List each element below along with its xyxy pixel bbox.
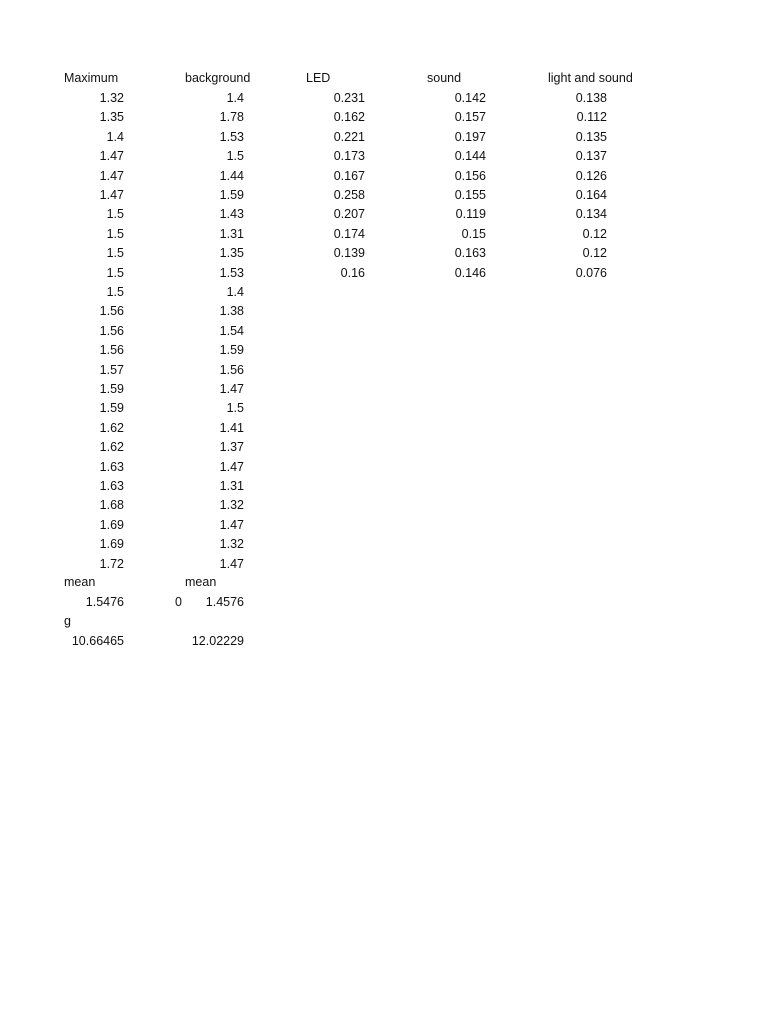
- maximum-cell: 1.72: [99, 556, 124, 571]
- background-cell: 1.47: [219, 459, 244, 474]
- maximum-cell: 1.5: [106, 285, 124, 299]
- led-cell: 0.173: [333, 149, 365, 164]
- sound-cell: 0.119: [455, 207, 486, 222]
- background-cell: 1.37: [219, 440, 244, 455]
- header-light-and-sound: light and sound: [548, 71, 633, 85]
- light-and-sound-cell: 0.137: [575, 149, 607, 164]
- maximum-cell: 1.56: [99, 304, 124, 319]
- background-cell: 1.53: [219, 129, 244, 144]
- light-and-sound-cell: 0.076: [575, 265, 607, 280]
- background-cell: 1.35: [219, 246, 244, 261]
- g-label: g: [64, 614, 71, 628]
- background-cell: 1.31: [219, 226, 244, 241]
- led-cell: 0.258: [333, 188, 365, 202]
- background-cell: 1.5: [226, 149, 244, 164]
- g-value-background: 12.02229: [191, 634, 244, 648]
- background-cell: 1.56: [219, 362, 244, 377]
- background-cell: 1.4: [226, 285, 244, 299]
- mean-label-maximum: mean: [64, 575, 96, 589]
- background-cell: 1.5: [226, 401, 244, 416]
- maximum-cell: 1.68: [99, 498, 124, 513]
- maximum-cell: 1.5: [106, 265, 124, 280]
- light-and-sound-cell: 0.134: [575, 207, 607, 222]
- background-cell: 1.38: [219, 304, 244, 319]
- led-cell: 0.162: [333, 110, 365, 125]
- background-cell: 1.78: [219, 110, 244, 125]
- maximum-cell: 1.47: [99, 168, 124, 183]
- header-background: background: [185, 71, 251, 85]
- light-and-sound-cell: 0.135: [575, 129, 607, 144]
- background-cell: 1.47: [219, 382, 244, 396]
- maximum-cell: 1.4: [106, 129, 124, 144]
- background-cell: 1.59: [219, 343, 244, 358]
- maximum-cell: 1.59: [99, 401, 124, 416]
- background-cell: 1.47: [219, 517, 244, 532]
- sound-cell: 0.163: [454, 246, 486, 261]
- light-and-sound-cell: 0.12: [582, 246, 607, 261]
- maximum-cell: 1.63: [99, 479, 124, 493]
- led-cell: 0.174: [333, 226, 365, 241]
- background-cell: 1.31: [219, 479, 244, 493]
- light-and-sound-cell: 0.126: [575, 168, 607, 183]
- background-cell: 1.59: [219, 188, 244, 202]
- sound-cell: 0.157: [454, 110, 486, 125]
- maximum-cell: 1.5: [106, 207, 124, 222]
- maximum-cell: 1.5: [106, 226, 124, 241]
- maximum-cell: 1.47: [99, 149, 124, 164]
- maximum-cell: 1.35: [99, 110, 124, 125]
- maximum-cell: 1.59: [99, 382, 124, 396]
- background-cell: 1.47: [219, 556, 244, 571]
- light-and-sound-cell: 0.138: [575, 91, 607, 105]
- sound-cell: 0.15: [461, 226, 486, 241]
- sound-cell: 0.197: [454, 129, 486, 144]
- light-and-sound-cell: 0.112: [576, 110, 607, 125]
- maximum-cell: 1.56: [99, 323, 124, 338]
- sound-cell: 0.142: [454, 91, 486, 105]
- maximum-cell: 1.5: [106, 246, 124, 261]
- light-and-sound-cell: 0.12: [582, 226, 607, 241]
- maximum-cell: 1.47: [99, 188, 124, 202]
- mean-label-background: mean: [185, 575, 217, 589]
- background-cell: 1.4: [226, 91, 244, 105]
- maximum-cell: 1.69: [99, 537, 124, 552]
- sound-cell: 0.146: [454, 265, 486, 280]
- maximum-cell: 1.63: [99, 459, 124, 474]
- light-and-sound-cell: 0.164: [575, 188, 607, 202]
- background-cell: 1.41: [219, 420, 244, 435]
- header-led: LED: [306, 71, 331, 85]
- led-cell: 0.16: [340, 265, 365, 280]
- maximum-cell: 1.62: [99, 440, 124, 455]
- maximum-cell: 1.56: [99, 343, 124, 358]
- background-cell: 1.54: [219, 323, 244, 338]
- zero-value: 0: [175, 595, 182, 609]
- background-cell: 1.32: [219, 537, 244, 552]
- led-cell: 0.207: [333, 207, 365, 222]
- g-value-maximum: 10.66465: [71, 634, 124, 648]
- header-sound: sound: [427, 71, 462, 85]
- background-cell: 1.44: [219, 168, 244, 183]
- background-cell: 1.32: [219, 498, 244, 513]
- sound-cell: 0.156: [454, 168, 486, 183]
- led-cell: 0.167: [333, 168, 365, 183]
- maximum-cell: 1.32: [99, 91, 124, 105]
- led-cell: 0.221: [333, 129, 365, 144]
- mean-value-background: 1.4576: [205, 595, 244, 609]
- sound-cell: 0.144: [454, 149, 486, 164]
- header-maximum: Maximum: [64, 71, 119, 85]
- maximum-cell: 1.62: [99, 420, 124, 435]
- maximum-cell: 1.57: [99, 362, 124, 377]
- background-cell: 1.53: [219, 265, 244, 280]
- mean-value-maximum: 1.5476: [85, 595, 124, 609]
- led-cell: 0.231: [333, 91, 365, 105]
- led-cell: 0.139: [333, 246, 365, 261]
- maximum-cell: 1.69: [99, 517, 124, 532]
- background-cell: 1.43: [219, 207, 244, 222]
- sound-cell: 0.155: [454, 188, 486, 202]
